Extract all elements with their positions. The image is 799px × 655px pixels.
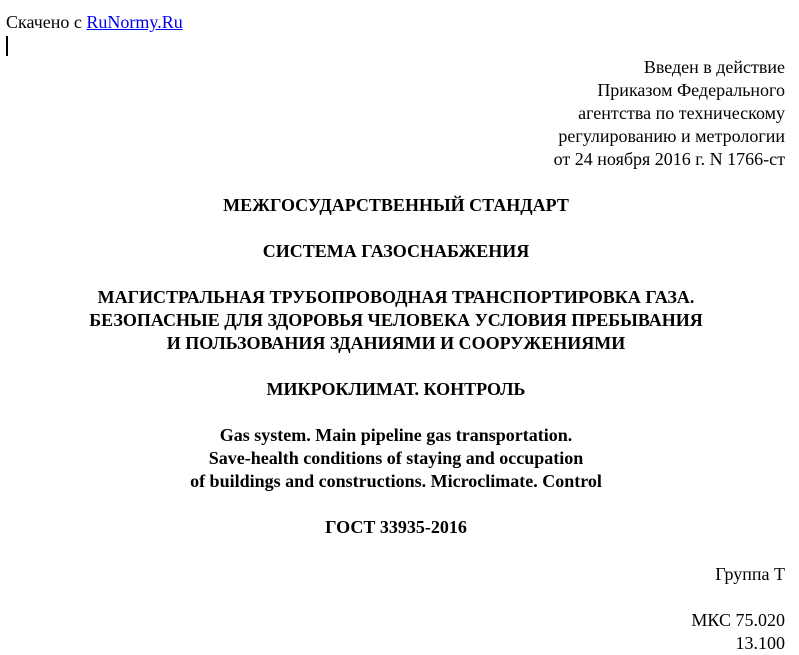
source-prefix: Скачено с <box>6 12 87 32</box>
standard-type-text: МЕЖГОСУДАРСТВЕННЫЙ СТАНДАРТ <box>223 195 569 215</box>
enactment-line: регулированию и метрологии <box>558 126 785 146</box>
source-line <box>6 10 183 34</box>
group-text: Группа Т <box>715 564 785 584</box>
mks-codes <box>691 609 785 655</box>
russian-title-line: МАГИСТРАЛЬНАЯ ТРУБОПРОВОДНАЯ ТРАНСПОРТИРОВКА ГАЗА. <box>97 287 695 307</box>
russian-subtitle <box>0 378 792 401</box>
standard-type-heading <box>0 194 792 217</box>
english-title-line: of buildings and constructions. Microclimate. Control <box>190 471 602 491</box>
designation-heading <box>0 516 792 539</box>
english-title-line: Save-health conditions of staying and occupation <box>208 448 584 468</box>
russian-subtitle-text: МИКРОКЛИМАТ. КОНТРОЛЬ <box>266 379 526 399</box>
mks-line: 13.100 <box>735 633 785 653</box>
system-text: СИСТЕМА ГАЗОСНАБЖЕНИЯ <box>262 241 530 261</box>
text-cursor <box>6 36 8 56</box>
system-heading <box>0 240 792 263</box>
russian-title-line: И ПОЛЬЗОВАНИЯ ЗДАНИЯМИ И СООРУЖЕНИЯМИ <box>166 333 626 353</box>
designation-text: ГОСТ 33935-2016 <box>325 517 467 537</box>
enactment-line: от 24 ноября 2016 г. N 1766-ст <box>553 149 785 169</box>
enactment-line: Приказом Федерального <box>597 80 785 100</box>
russian-title <box>0 286 792 355</box>
enactment-line: Введен в действие <box>643 57 785 77</box>
enactment-line: агентства по техническому <box>578 103 785 123</box>
group-label <box>715 563 785 586</box>
source-link[interactable]: RuNormy.Ru <box>86 12 183 32</box>
enactment-note <box>554 56 785 171</box>
english-title-line: Gas system. Main pipeline gas transportation. <box>219 425 573 445</box>
russian-title-line: БЕЗОПАСНЫЕ ДЛЯ ЗДОРОВЬЯ ЧЕЛОВЕКА УСЛОВИЯ ПРЕБЫВАНИЯ <box>89 310 703 330</box>
english-title <box>0 424 792 493</box>
mks-line: МКС 75.020 <box>691 610 785 630</box>
